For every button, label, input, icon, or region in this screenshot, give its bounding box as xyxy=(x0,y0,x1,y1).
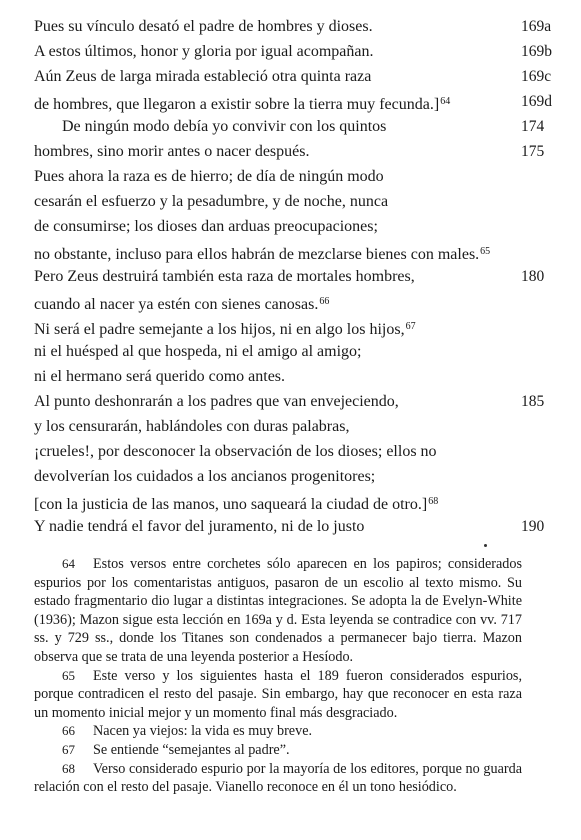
verse-content: Al punto deshonrarán a los padres que van envejeciendo, xyxy=(34,393,399,410)
footnote-number: 65 xyxy=(62,667,75,683)
verse-text-line xyxy=(34,364,285,389)
line-number: 169b xyxy=(521,43,552,60)
verse-line xyxy=(0,164,581,189)
verse-line xyxy=(0,214,581,239)
verse-text-line xyxy=(34,264,415,289)
verse-line xyxy=(0,64,581,89)
verse-content: Ni será el padre semejante a los hijos, ni en algo los hijos, xyxy=(34,321,405,338)
verse-text-line xyxy=(34,389,399,414)
verse-content: cuando al nacer ya estén con sienes canosas. xyxy=(34,296,319,313)
line-number: 169c xyxy=(521,68,552,85)
verse-line xyxy=(0,514,581,539)
footnote xyxy=(34,741,522,760)
verse-line xyxy=(0,414,581,439)
verse-text-line xyxy=(34,314,416,342)
verse-content: [con la justicia de las manos, uno saqueará la ciudad de otro.] xyxy=(34,496,428,513)
verse-text-line xyxy=(34,464,375,489)
verse-line xyxy=(0,364,581,389)
verse-line xyxy=(0,314,581,339)
verse-text-line xyxy=(34,239,490,267)
line-number: 185 xyxy=(521,393,545,410)
footnote xyxy=(34,760,522,797)
verse-content: no obstante, incluso para ellos habrán de mezclarse bienes con males. xyxy=(34,246,480,263)
line-number: 180 xyxy=(521,268,545,285)
verse-line xyxy=(0,289,581,314)
verse-line xyxy=(0,489,581,514)
footnote xyxy=(34,722,522,741)
verse-content: Pero Zeus destruirá también esta raza de mortales hombres, xyxy=(34,268,415,285)
footnote-text: Nacen ya viejos: la vida es muy breve. xyxy=(93,723,313,740)
footnote-ref: 68 xyxy=(428,496,439,507)
verse-line xyxy=(0,264,581,289)
verse-line xyxy=(0,114,581,139)
verse-content: devolverían los cuidados a los ancianos progenitores; xyxy=(34,468,376,485)
verse-text-line xyxy=(34,14,373,39)
footnote-text: Se entiende “semejantes al padre”. xyxy=(93,741,290,758)
footnote xyxy=(34,555,522,667)
footnote-text: Verso considerado espurio por la mayoría de los editores, porque no guarda relación con el resto del pasaje. Vianello reconoce en él un tono hesiódico. xyxy=(34,760,522,796)
footnote-number: 66 xyxy=(62,723,75,739)
verse-content: hombres, sino morir antes o nacer después. xyxy=(34,143,310,160)
verse-text-line xyxy=(34,489,438,517)
verse-text-line xyxy=(62,114,386,139)
footnote xyxy=(34,667,522,723)
verse-text-line xyxy=(34,439,437,464)
line-number: 174 xyxy=(521,118,545,135)
verse-text-line xyxy=(34,289,329,317)
line-number: 169d xyxy=(521,93,552,110)
verse-text-line xyxy=(34,89,450,117)
verse-content: y los censurarán, hablándoles con duras palabras, xyxy=(34,418,350,435)
verse-line xyxy=(0,139,581,164)
verse-content: Aún Zeus de larga mirada estableció otra quinta raza xyxy=(34,68,372,85)
verse-content: Y nadie tendrá el favor del juramento, ni de lo justo xyxy=(34,518,365,535)
verse-line xyxy=(0,89,581,114)
ink-speck xyxy=(484,544,487,547)
verse-content: ¡crueles!, por desconocer la observación de los dioses; ellos no xyxy=(34,443,437,460)
verse-text xyxy=(0,14,581,539)
footnotes xyxy=(34,555,522,797)
verse-content: ni el hermano será querido como antes. xyxy=(34,368,286,385)
verse-text-line xyxy=(34,164,384,189)
line-number: 169a xyxy=(521,18,552,35)
verse-text-line xyxy=(34,189,388,214)
verse-line xyxy=(0,464,581,489)
verse-content: ni el huésped al que hospeda, ni el amigo al amigo; xyxy=(34,343,362,360)
line-number: 175 xyxy=(521,143,545,160)
verse-line xyxy=(0,339,581,364)
footnote-ref: 64 xyxy=(440,96,451,107)
footnote-ref: 67 xyxy=(405,321,416,332)
verse-line xyxy=(0,189,581,214)
verse-line xyxy=(0,14,581,39)
verse-content: De ningún modo debía yo convivir con los quintos xyxy=(62,118,387,135)
footnote-number: 67 xyxy=(62,741,75,757)
verse-text-line xyxy=(34,514,364,539)
verse-content: cesarán el esfuerzo y la pesadumbre, y de noche, nunca xyxy=(34,193,389,210)
footnote-number: 68 xyxy=(62,760,75,776)
verse-content: de hombres, que llegaron a existir sobre la tierra muy fecunda.] xyxy=(34,96,440,113)
verse-line xyxy=(0,39,581,64)
verse-line xyxy=(0,439,581,464)
verse-content: Pues ahora la raza es de hierro; de día de ningún modo xyxy=(34,168,384,185)
verse-content: Pues su vínculo desató el padre de hombres y dioses. xyxy=(34,18,373,35)
footnote-text: Estos versos entre corchetes sólo aparecen en los papiros; considerados espurios por los comentaristas antiguos, pasaron de un escolio al texto mismo. Su estado fragmentario dio lugar a distintas integraciones. Se adopta la de Evelyn-White (1936); Mazon sigue esta lección en 169a y d. Esta leyenda se contradice con vv. 717 ss. y 729 ss., donde los Titanes son condenados a permanecer bajo tierra. Mazon observa que se trata de una leyenda posterior a Hesíodo. xyxy=(34,556,522,665)
verse-text-line xyxy=(34,139,309,164)
verse-text-line xyxy=(34,39,374,64)
verse-text-line xyxy=(34,214,378,239)
verse-line xyxy=(0,389,581,414)
footnote-ref: 66 xyxy=(319,296,330,307)
verse-line xyxy=(0,239,581,264)
verse-text-line xyxy=(34,414,349,439)
verse-text-line xyxy=(34,64,371,89)
verse-content: A estos últimos, honor y gloria por igual acompañan. xyxy=(34,43,374,60)
footnote-ref: 65 xyxy=(480,246,491,257)
line-number: 190 xyxy=(521,518,545,535)
verse-content: de consumirse; los dioses dan arduas preocupaciones; xyxy=(34,218,378,235)
footnote-number: 64 xyxy=(62,556,75,571)
verse-text-line xyxy=(34,339,361,364)
footnote-text: Este verso y los siguientes hasta el 189 fueron considerados espurios, porque contradicen el resto del pasaje. Sin embargo, hay que reconocer en esta raza un momento inicial mejor y un momento final más desgraciado. xyxy=(34,667,522,721)
